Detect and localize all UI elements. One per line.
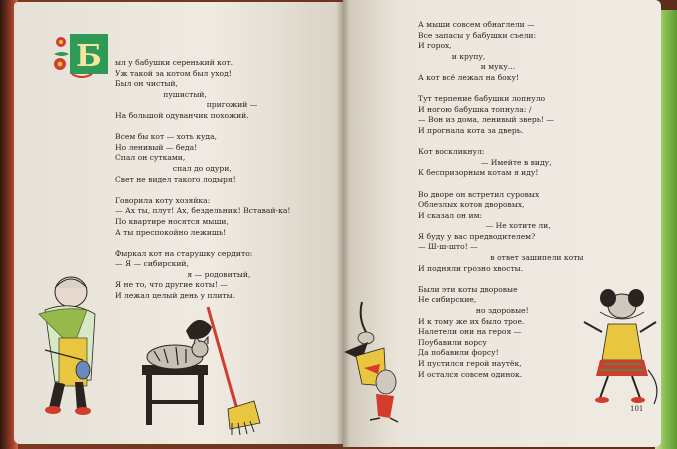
right-line: Тут терпение бабушки лопнуло bbox=[418, 94, 546, 104]
right-line: Поубавили ворсу bbox=[418, 337, 487, 347]
right-line: Во дворе он встретил суровых bbox=[418, 189, 540, 199]
right-line: — Вон из дома, ленивый зверь! — bbox=[418, 115, 554, 125]
right-line: А мыши совсем обнаглели — bbox=[418, 20, 535, 29]
left-line bbox=[115, 185, 290, 196]
left-line: пушистый, bbox=[115, 89, 207, 99]
right-line: — Не хотите ли, bbox=[418, 221, 551, 231]
dancing-mouse-illustration bbox=[578, 286, 663, 411]
ornament-flower-center-bottom bbox=[58, 62, 63, 67]
left-line: А ты преспокойно лежишь! bbox=[115, 227, 227, 237]
left-page-poem bbox=[115, 58, 290, 302]
cat-stool-broom-illustration bbox=[120, 305, 270, 440]
left-line: Но ленивый — беда! bbox=[115, 142, 198, 152]
right-line: И к тому же их было трое. bbox=[418, 316, 525, 326]
left-line: Я не то, что другие коты! — bbox=[115, 280, 228, 290]
right-line: Кот воскликнул: bbox=[418, 147, 485, 157]
left-line: я — родовитый, bbox=[115, 269, 251, 279]
right-line: А кот всё лежал на боку! bbox=[418, 72, 520, 82]
ornament-flower-center-top bbox=[59, 40, 63, 44]
right-line: в ответ зашипели коты bbox=[418, 253, 584, 263]
left-line: Спал он сутками, bbox=[115, 153, 186, 163]
right-line: и муку... bbox=[418, 62, 516, 72]
right-line bbox=[418, 137, 583, 148]
left-line: Свет не видел такого лодыря! bbox=[115, 174, 236, 184]
right-line: — Имейте в виду, bbox=[418, 157, 552, 167]
right-line bbox=[418, 179, 583, 190]
right-line: Были эти коты дворовые bbox=[418, 284, 518, 294]
right-line bbox=[418, 84, 583, 95]
left-line: И лежал целый день у плиты. bbox=[115, 291, 236, 301]
right-line: Не сибирские, bbox=[418, 295, 477, 305]
right-line: Да побавили форсу! bbox=[418, 348, 499, 358]
left-line: Говорила коту хозяйка: bbox=[115, 195, 211, 205]
page-number: 101 bbox=[630, 405, 644, 413]
left-line bbox=[115, 238, 290, 249]
left-line: Уж такой за котом был уход! bbox=[115, 68, 232, 78]
left-line: спал до одури, bbox=[115, 163, 232, 173]
right-line: И пустился герой наутёк, bbox=[418, 359, 522, 368]
left-line: На большой одуванчик похожий. bbox=[115, 110, 249, 120]
right-page-poem bbox=[418, 20, 583, 380]
left-line bbox=[115, 122, 290, 133]
right-line: — Ш-ш-што! — bbox=[418, 242, 478, 252]
mouse-cheese-illustration bbox=[340, 298, 415, 423]
right-line: И сказал он им: bbox=[418, 210, 483, 220]
left-line: ыл у бабушки серенький кот. bbox=[115, 58, 234, 67]
right-line: Облезлых котов дворовых, bbox=[418, 200, 525, 210]
ornament-leaf bbox=[54, 52, 69, 56]
right-line: Я буду у вас предводителем? bbox=[418, 231, 536, 241]
right-line: и крупу, bbox=[418, 51, 486, 61]
right-line: Налетели они на героя — bbox=[418, 327, 522, 337]
drop-cap-ornament bbox=[52, 30, 112, 82]
left-line: — Ах ты, плут! Ах, бездельник! Вставай-ка! bbox=[115, 206, 291, 216]
right-line: Все запасы у бабушки съели: bbox=[418, 30, 537, 40]
right-line: И подняли грозно хвосты. bbox=[418, 263, 524, 273]
right-line: И остался совсем одинок. bbox=[418, 369, 523, 379]
ornament-swirl bbox=[72, 74, 92, 77]
right-line: К беспризорным котам я иду! bbox=[418, 168, 539, 178]
left-line: По квартире носятся мыши, bbox=[115, 216, 229, 226]
drop-cap-letter: Б bbox=[76, 39, 102, 74]
left-line: Фыркал кот на старушку сердито: bbox=[115, 248, 253, 258]
right-line: И ногою бабушка топнула: / bbox=[418, 104, 532, 114]
right-line: И прогнала кота за дверь. bbox=[418, 125, 524, 135]
left-line: Был он чистый, bbox=[115, 79, 178, 89]
left-line: — Я — сибирский, bbox=[115, 259, 189, 269]
right-line: И горох, bbox=[418, 41, 452, 51]
grandmother-illustration bbox=[25, 270, 105, 420]
right-line: но здоровые! bbox=[418, 306, 529, 316]
right-line bbox=[418, 274, 583, 285]
left-line: Всем бы кот — хоть куда, bbox=[115, 132, 218, 142]
left-line: пригожий — bbox=[115, 100, 258, 110]
